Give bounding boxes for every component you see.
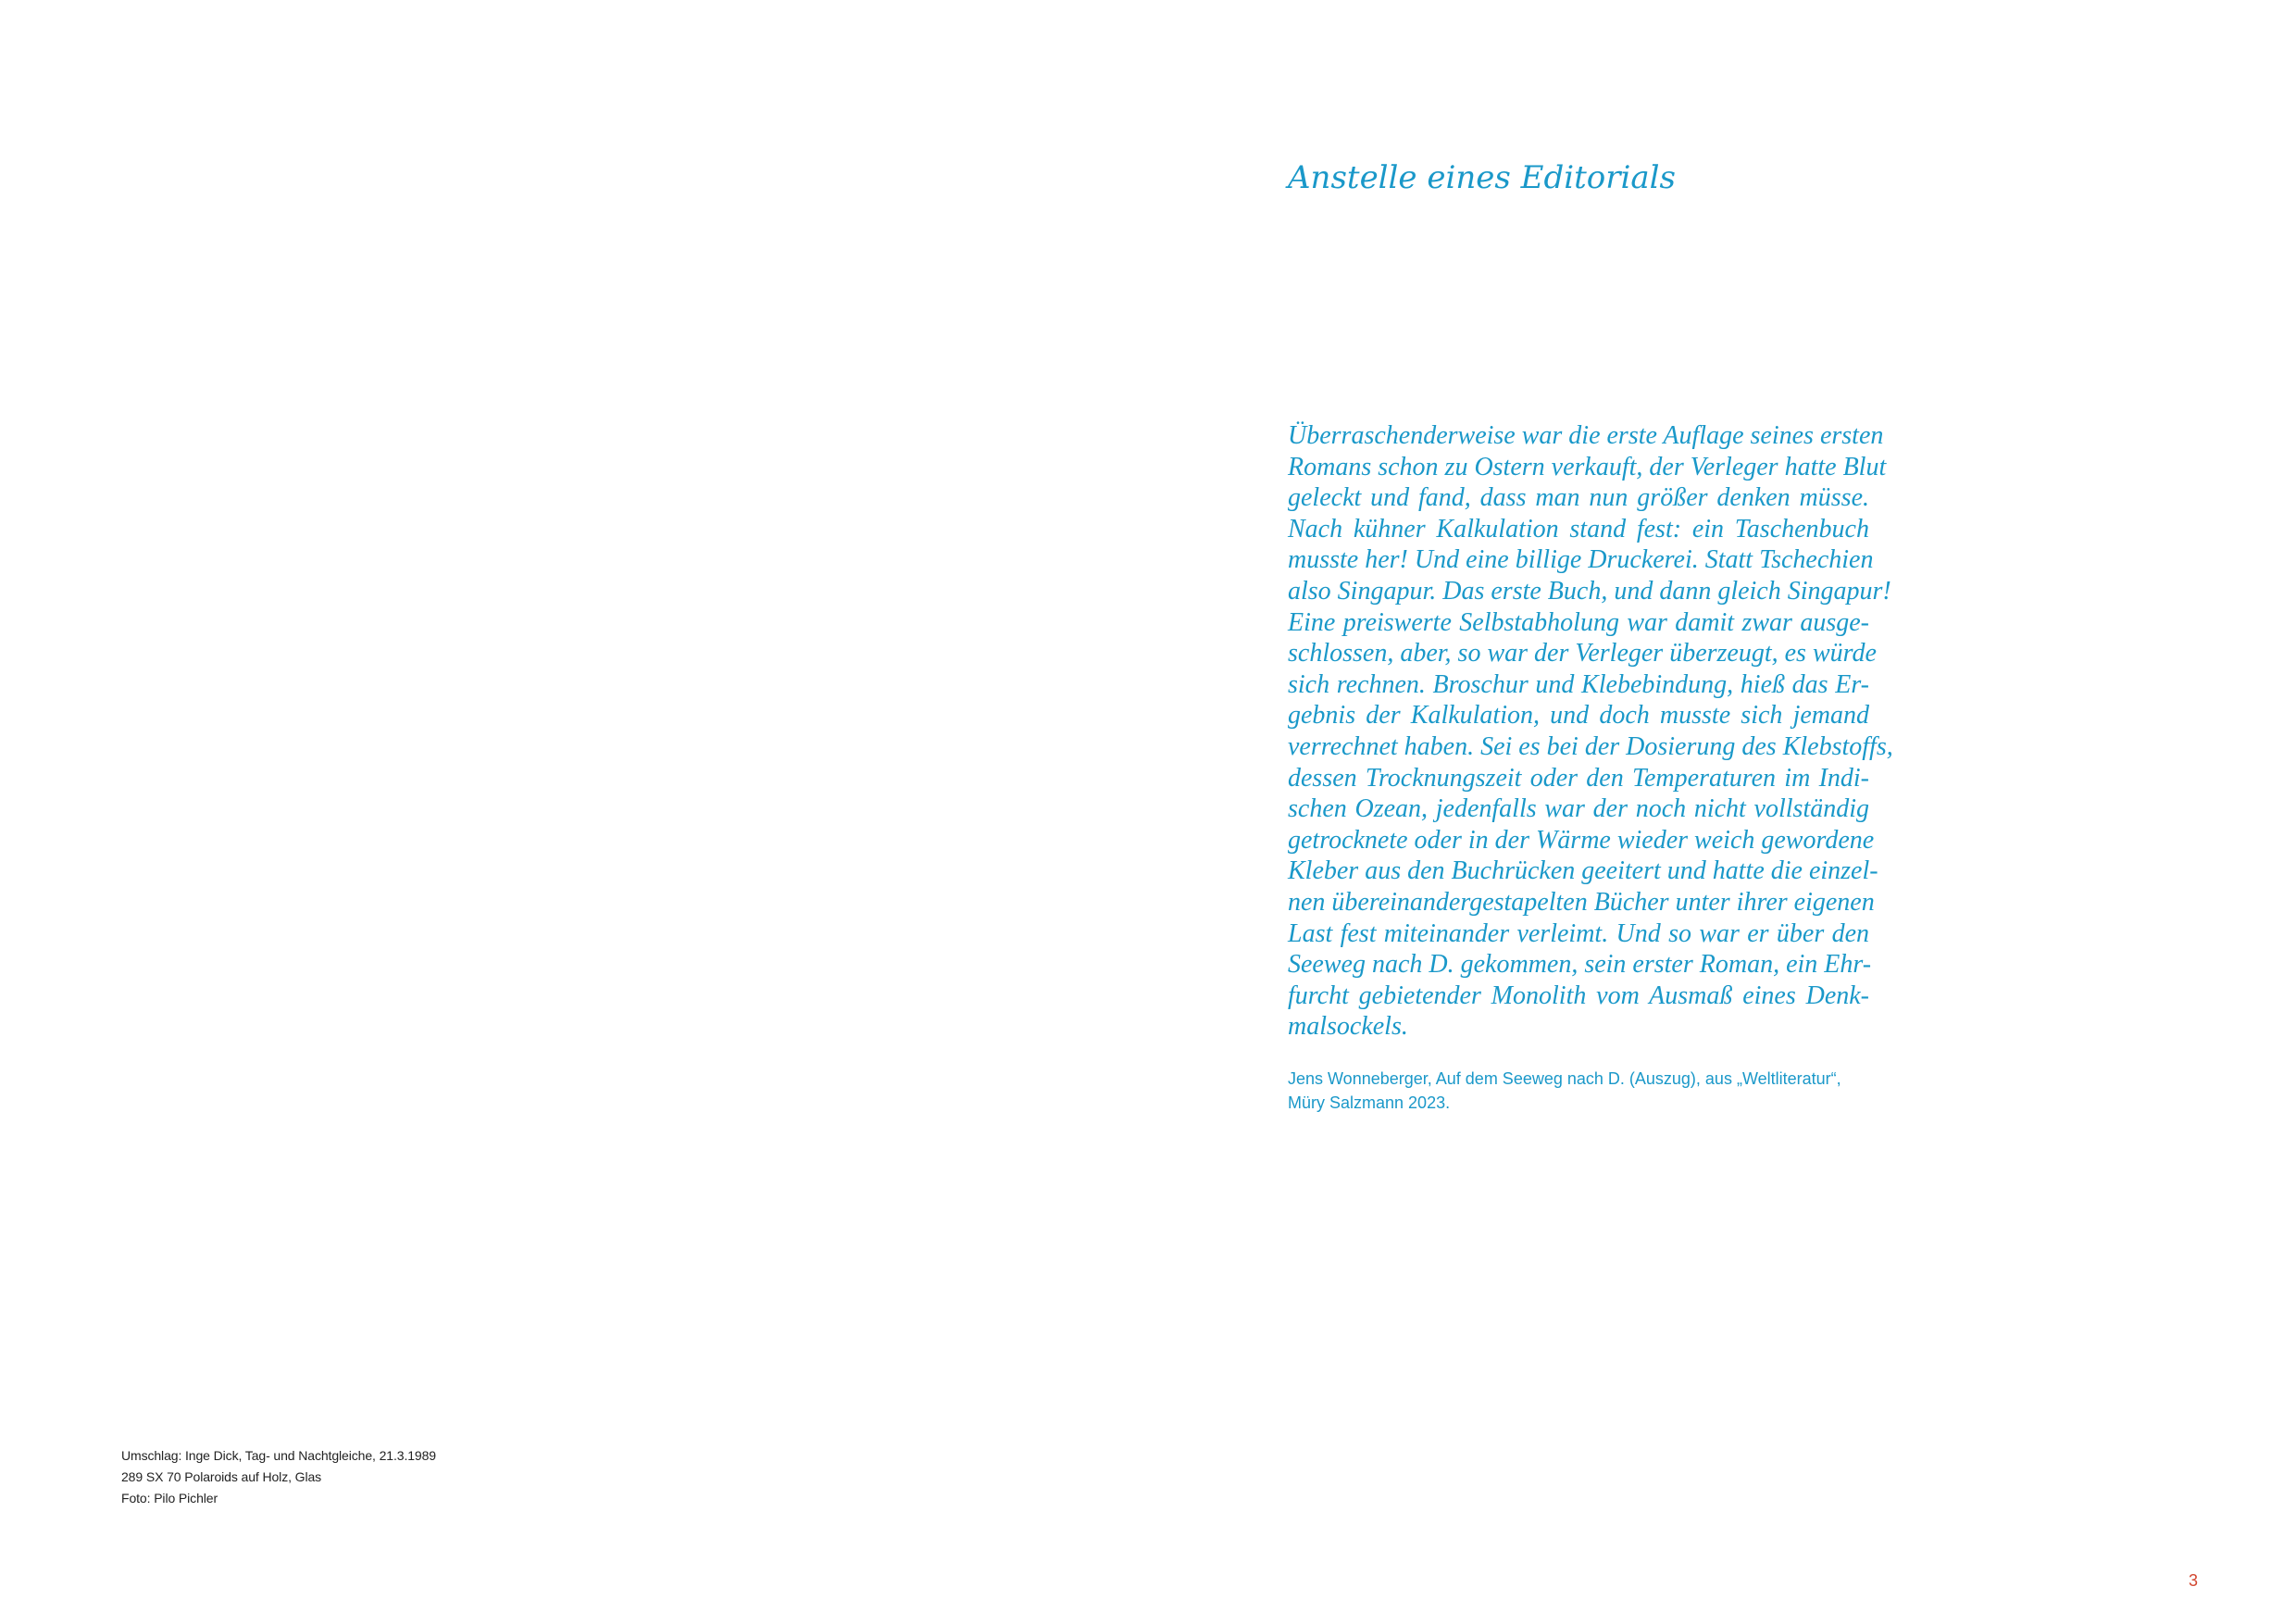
cover-credits — [121, 1445, 436, 1509]
excerpt-line: getrocknete oder in der Wärme wieder weich gewordene — [1288, 825, 1875, 855]
source-citation — [1288, 1067, 1880, 1115]
excerpt-line: Eine preiswerte Selbstabholung war damit zwar ausge- — [1288, 607, 1869, 637]
excerpt-line: musste her! Und eine billige Druckerei. Statt Tschechien — [1288, 545, 1874, 575]
credit-line-cover: Umschlag: Inge Dick, Tag- und Nachtgleiche, 21.3.1989 — [121, 1448, 436, 1463]
excerpt-line: nen übereinandergestapelten Bücher unter ihrer eigenen — [1288, 887, 1875, 917]
excerpt-line: schlossen, aber, so war der Verleger überzeugt, es würde — [1288, 639, 1877, 668]
source-line: Müry Salzmann 2023. — [1288, 1093, 1451, 1112]
source-line: Jens Wonneberger, Auf dem Seeweg nach D. (Auszug), aus „Weltliteratur“, — [1288, 1069, 1841, 1088]
excerpt-line: sich rechnen. Broschur und Klebebindung, hieß das Er- — [1288, 669, 1869, 699]
excerpt-line: Kleber aus den Buchrücken geeitert und hatte die einzel- — [1288, 856, 1878, 886]
excerpt-line: verrechnet haben. Sei es bei der Dosierung des Klebstoffs, — [1288, 731, 1893, 761]
excerpt-line: gebnis der Kalkulation, und doch musste sich jemand — [1288, 701, 1869, 731]
excerpt-line: Last fest miteinander verleimt. Und so war er über den — [1288, 918, 1869, 948]
excerpt-line: malsockels. — [1288, 1012, 1408, 1042]
excerpt-line: Nach kühner Kalkulation stand fest: ein Taschenbuch — [1288, 514, 1869, 543]
excerpt-line: Überraschenderweise war die erste Auflage seines ersten — [1288, 421, 1884, 450]
credit-line-material: 289 SX 70 Polaroids auf Holz, Glas — [121, 1469, 322, 1484]
excerpt-line: schen Ozean, jedenfalls war der noch nicht vollständig — [1288, 794, 1869, 824]
excerpt-line: Romans schon zu Ostern verkauft, der Verleger hatte Blut — [1288, 452, 1887, 481]
excerpt-line: furcht gebietender Monolith vom Ausmaß eines Denk- — [1288, 981, 1869, 1010]
page-number: 3 — [2189, 1571, 2199, 1590]
excerpt-line: dessen Trocknungszeit oder den Temperaturen im Indi- — [1288, 763, 1869, 793]
excerpt-line: Seeweg nach D. gekommen, sein erster Roman, ein Ehr- — [1288, 950, 1872, 980]
excerpt-line: geleckt und fand, dass man nun größer denken müsse. — [1288, 483, 1869, 513]
credit-line-photo: Foto: Pilo Pichler — [121, 1491, 218, 1505]
editorial-title: Anstelle eines Editorials — [1288, 159, 1676, 196]
excerpt-line: also Singapur. Das erste Buch, und dann gleich Singapur! — [1288, 576, 1891, 606]
excerpt-paragraph — [1288, 420, 1893, 1043]
